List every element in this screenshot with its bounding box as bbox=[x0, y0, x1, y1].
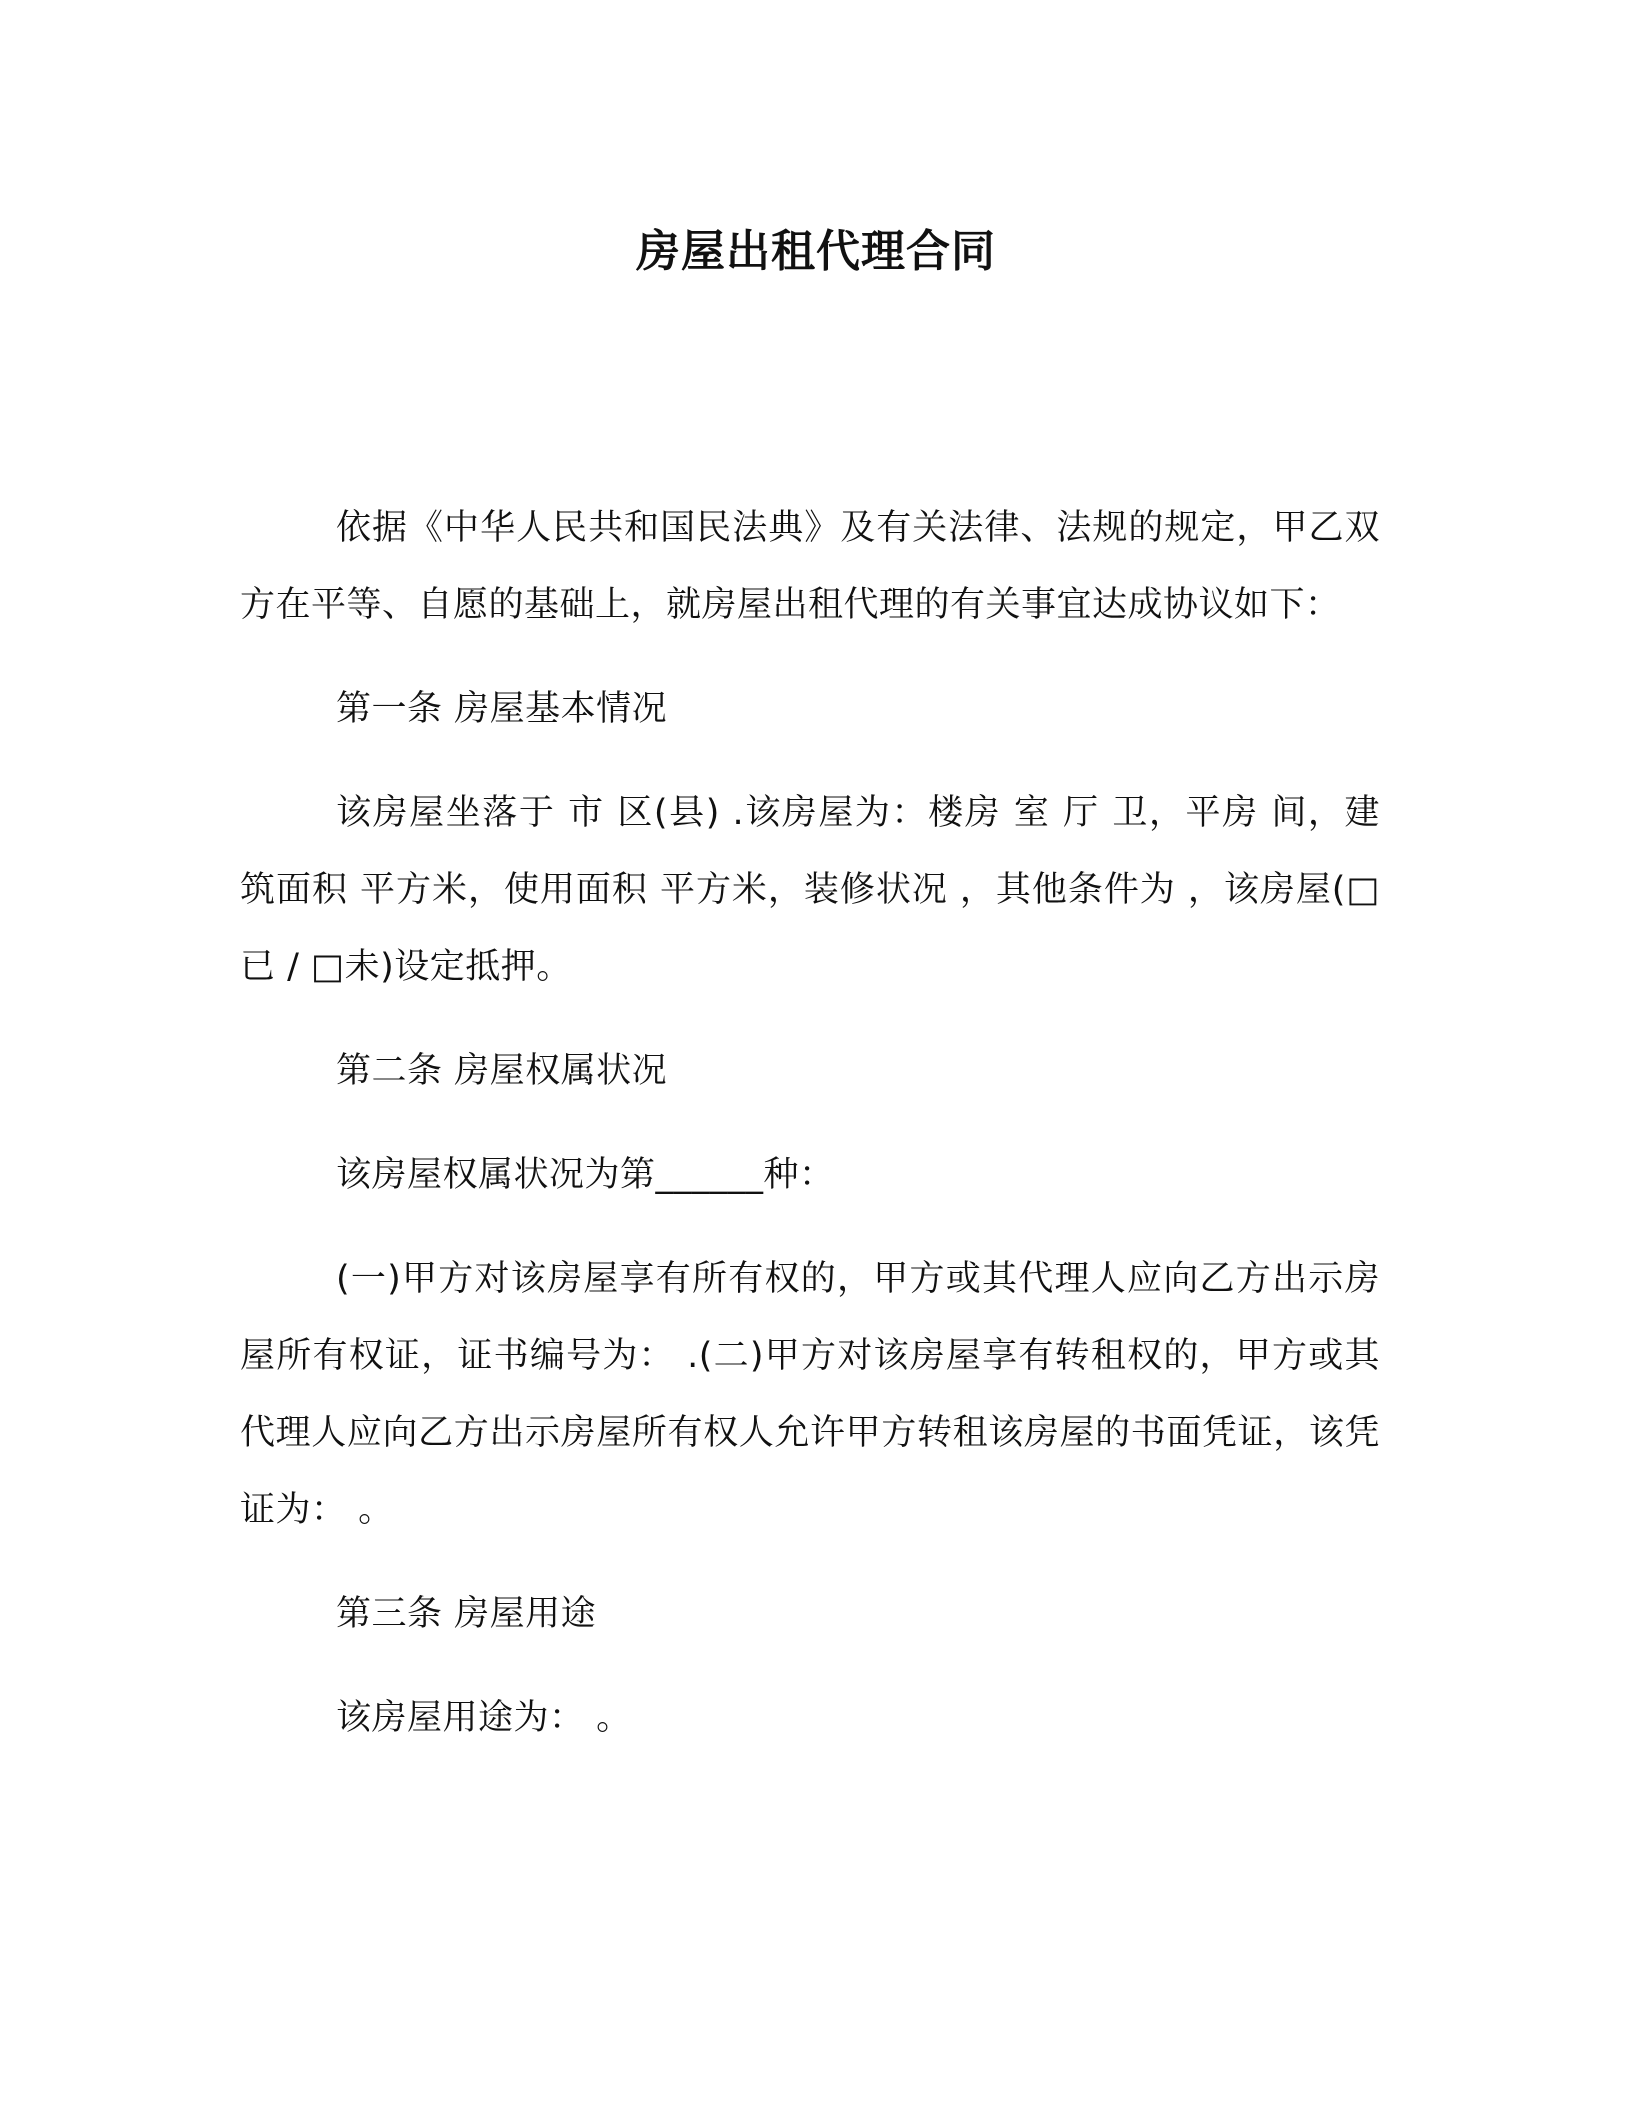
article-2-paragraph-1: 该房屋权属状况为第______种： bbox=[336, 1155, 835, 1195]
document-title: 房屋出租代理合同 bbox=[636, 226, 996, 277]
article-1-paragraph: 该房屋坐落于 市 区(县) .该房屋为：楼房 室 厅 卫，平房 间，建筑面积 平方米，使用面积 平方米，装修状况 ，其他条件为 ，该房屋(□已 / □未)设定抵押。 bbox=[240, 793, 1380, 987]
article-1-heading: 第一条 房屋基本情况 bbox=[336, 689, 668, 729]
article-2-heading: 第二条 房屋权属状况 bbox=[336, 1051, 668, 1091]
document-body bbox=[240, 490, 1380, 1784]
article-2-paragraph-2: (一)甲方对该房屋享有所有权的，甲方或其代理人应向乙方出示房屋所有权证，证书编号为： .(二)甲方对该房屋享有转租权的，甲方或其代理人应向乙方出示房屋所有权人允许甲方转租该房屋的书面凭证，该凭证为： 。 bbox=[240, 1259, 1380, 1530]
article-3-paragraph: 该房屋用途为： 。 bbox=[336, 1698, 632, 1738]
preamble-paragraph: 依据《中华人民共和国民法典》及有关法律、法规的规定，甲乙双方在平等、自愿的基础上，就房屋出租代理的有关事宜达成协议如下： bbox=[240, 508, 1380, 625]
article-3-heading: 第三条 房屋用途 bbox=[336, 1594, 597, 1634]
